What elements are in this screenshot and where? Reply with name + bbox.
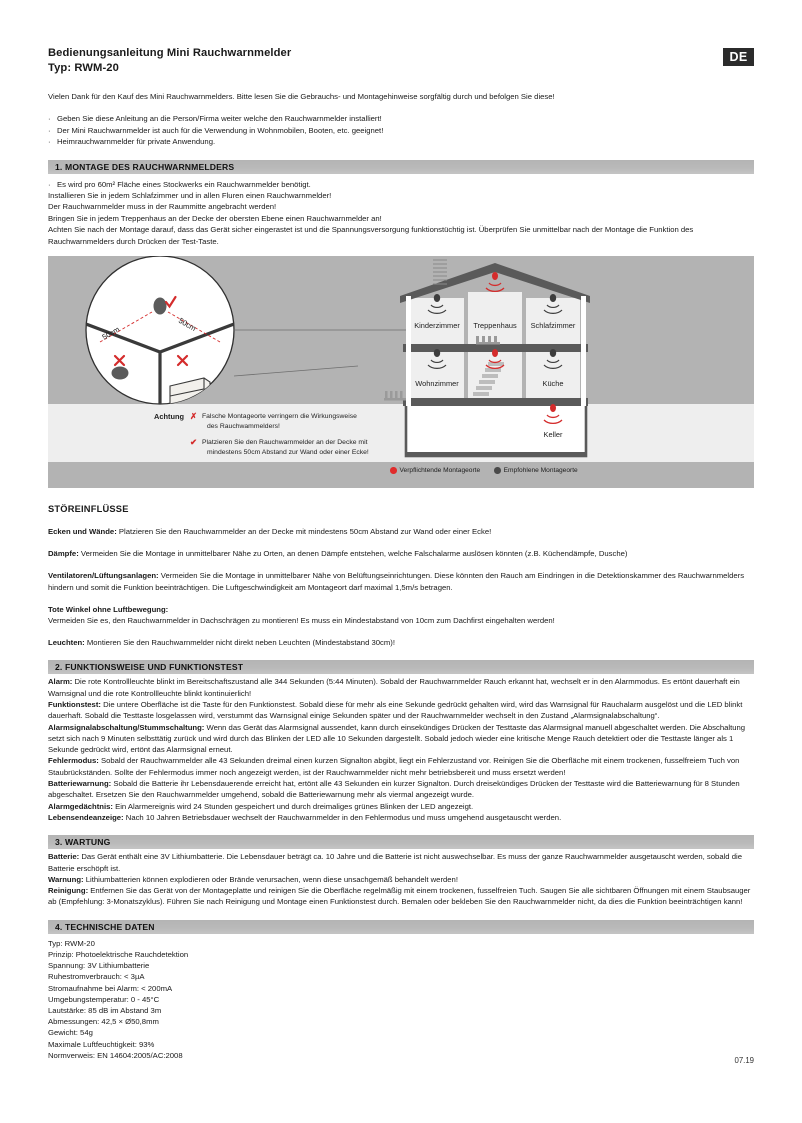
- stoer-term: Ventilatoren/Lüftungsanlagen:: [48, 571, 159, 581]
- fn-term: Funktionstest:: [48, 699, 101, 709]
- stoer-term: Tote Winkel ohne Luftbewegung:: [48, 604, 169, 614]
- bullet-dot: ·: [48, 137, 51, 146]
- legend-item-mandatory: [390, 467, 480, 474]
- page-content: [48, 46, 754, 1061]
- wartung-text: Lithiumbatterien können explodieren oder Brände verursachen, wenn diese unsachgemäß behandelt werden!: [83, 874, 458, 884]
- fn-text: Ein Alarmereignis wird 24 Stunden gespeichert und durch dreimaliges grünes Blinken der LED angezeigt.: [112, 801, 474, 811]
- room-label-wohnzimmer: Wohnzimmer: [415, 378, 459, 388]
- technical-data-list: [48, 938, 754, 1061]
- fn-text: Nach 10 Jahren Betriebsdauer wechselt der Rauchwarnmelder in den Fehlermodus und muss umgehend ausgetauscht werden.: [123, 812, 562, 822]
- list-item-label: Es wird pro 60m² Fläche eines Stockwerks ein Rauchwarnmelder benötigt.: [57, 179, 311, 189]
- stoer-item: [48, 526, 754, 537]
- section-heading-2: 2. FUNKTIONSWEISE UND FUNKTIONSTEST: [48, 660, 754, 674]
- cross-icon: ✗: [190, 410, 198, 421]
- fn-term: Alarmgedächtnis:: [48, 801, 113, 811]
- fn-term: Lebensendeanzeige:: [48, 812, 124, 822]
- tech-row: Ruhestromverbrauch: < 3µA: [48, 972, 145, 982]
- stoer-term: Dämpfe:: [48, 549, 79, 559]
- wartung-term: Warnung:: [48, 874, 84, 884]
- stoer-text: Platzieren Sie den Rauchwarnmelder an der Decke mit mindestens 50cm Abstand zur Wand oder einer Ecke!: [116, 526, 492, 536]
- section-2-body: [48, 676, 754, 823]
- mount-line: Installieren Sie in jedem Schlafzimmer und in allen Fluren einen Rauchwarnmelder!: [48, 190, 332, 200]
- list-item: [48, 179, 754, 190]
- stoer-item: [48, 570, 754, 592]
- document-header: [48, 46, 754, 75]
- intro-paragraph: Vielen Dank für den Kauf des Mini Rauchwarnmelders. Bitte lesen Sie die Gebrauchs- und Montagehinweise sorgfältig durch und befolgen Sie diese!: [48, 92, 555, 101]
- fn-item: [48, 699, 754, 722]
- room-label-kinderzimmer: Kinderzimmer: [414, 320, 460, 330]
- tech-row: Gewicht: 54g: [48, 1028, 93, 1038]
- room-label-schlafzimmer: Schlafzimmer: [530, 320, 576, 330]
- fn-text: Die rote Kontrollleuchte blinkt im Bereitschaftszustand alle 344 Sekunden (5:44 Minuten). Sobald der Rauchwarnmelder Rauch erkannt hat, wechselt er in den Alarmmodus. Es ertönt dauerhaft ein Warnsignal und die rote Kontrollleuchte blinkt kontinuierlich!: [48, 677, 740, 698]
- attention-wrong-line1: Falsche Montageorte verringern die Wirkungsweise: [202, 412, 357, 420]
- fn-text: Wenn das Gerät das Alarmsignal aussendet, kann durch einsekündiges Drücken der Testtaste das Alarmsignal manuell abgeschaltet werden. Die Abschaltung setzt sich nach 9 Minuten selbsttätig zurück und wird durch das Blinken der LED alle 10 Sekunden dargestellt. Sobald jedoch wieder eine kritische Menge Rauch detektiert oder die Testtaste länger als 1 Sekunde gedrückt wird, ertönt das Alarmsignal erneut.: [48, 722, 746, 755]
- mounting-diagram: [48, 256, 754, 488]
- room-label-treppenhaus: Treppenhaus: [473, 320, 517, 330]
- tech-row: Typ: RWM-20: [48, 938, 95, 948]
- stoer-item: [48, 637, 754, 648]
- list-item-label: Heimrauchwarnmelder für private Anwendung.: [57, 137, 216, 146]
- stoer-term: Leuchten:: [48, 638, 85, 648]
- list-item: [48, 113, 754, 125]
- stoer-term: Ecken und Wände:: [48, 526, 117, 536]
- stoer-text: Montieren Sie den Rauchwarnmelder nicht direkt neben Leuchten (Mindestabstand 30cm)!: [84, 638, 395, 648]
- distance-label-right: 50cm: [177, 315, 198, 333]
- tech-row: Abmessungen: 42,5 × Ø50,8mm: [48, 1017, 159, 1027]
- legend-label-recommended: Empfohlene Montageorte: [503, 466, 578, 474]
- attention-row-wrong: [130, 412, 460, 431]
- wartung-item: [48, 851, 754, 874]
- fn-text: Sobald der Rauchwarnmelder alle 43 Sekunden dreimal einen kurzen Signalton abgibt, liegt ein Fehlerzustand vor. Reinigen Sie die Oberfläche mit einem trockenen, fusselfreiem Tuch von Staubrückständen. Sollte der Fehlermodus immer noch angezeigt werden, ist der Rauchwarnmelder nicht mehr betriebsbereit und muss ersetzt werden!: [48, 756, 740, 777]
- stoereinfluesse-list: [48, 526, 754, 648]
- fn-item: [48, 755, 754, 778]
- page-subtitle: Typ: RWM-20: [48, 61, 119, 74]
- tech-row: Prinzip: Photoelektrische Rauchdetektion: [48, 949, 189, 959]
- attention-wrong-line2: des Rauchwammelders!: [207, 422, 280, 430]
- mount-line: Der Rauchwarnmelder muss in der Raummitte angebracht werden!: [48, 202, 277, 212]
- wartung-term: Reinigung:: [48, 886, 89, 896]
- language-badge: DE: [723, 48, 754, 66]
- list-item: [48, 136, 754, 148]
- mount-line: Achten Sie nach der Montage darauf, dass das Gerät sicher eingerastet ist und die Spannungsversorgung funktionstüchtig ist. Überprüfen Sie unmittelbar nach der Montage die Funktion des Rauchwarnmelders durch Drücken der Test-Taste.: [48, 225, 694, 246]
- attention-label: Achtung: [154, 411, 184, 421]
- attention-right-line1: Platzieren Sie den Rauchwarnmelder an der Decke mit: [202, 439, 368, 447]
- attention-wrong-text: [202, 412, 460, 431]
- fn-term: Fehlermodus:: [48, 756, 99, 766]
- fn-term: Batteriewarnung:: [48, 779, 112, 789]
- stoer-item: [48, 604, 754, 626]
- wartung-item: [48, 874, 754, 885]
- bullet-dot: ·: [48, 114, 51, 123]
- document-date: 07.19: [734, 1056, 754, 1065]
- fn-term: Alarm:: [48, 677, 73, 687]
- check-icon: ✔: [190, 437, 198, 448]
- intro-bullet-list: [48, 113, 754, 148]
- mount-line: Bringen Sie in jedem Treppenhaus an der Decke der obersten Ebene einen Rauchwarnmelder an!: [48, 213, 382, 223]
- tech-row: Spannung: 3V Lithiumbatterie: [48, 961, 150, 971]
- diagram-legend: [390, 467, 592, 474]
- section-heading-1: 1. MONTAGE DES RAUCHWARNMELDERS: [48, 160, 754, 174]
- fn-item: [48, 801, 754, 812]
- wartung-text: Das Gerät enthält eine 3V Lithiumbatterie. Die Lebensdauer beträgt ca. 10 Jahre und die Batterie ist nicht auswechselbar. Es muss der ganze Rauchwarnmelder ausgetauscht werden, sobald die Batterie erschöpft ist.: [48, 852, 742, 873]
- attention-right-line2: mindestens 50cm Abstand zur Wand oder einer Ecke!: [207, 448, 369, 456]
- attention-right-text: [202, 438, 460, 457]
- attention-row-right: [130, 438, 460, 457]
- tech-row: Lautstärke: 85 dB im Abstand 3m: [48, 1005, 162, 1015]
- tech-row: Normverweis: EN 14604:2005/AC:2008: [48, 1050, 183, 1060]
- fn-term: Alarmsignalabschaltung/Stummschaltung:: [48, 722, 205, 732]
- distance-label-left: 50cm: [100, 324, 122, 342]
- list-item: [48, 125, 754, 137]
- fn-text: Sobald die Batterie ihr Lebensdauerende erreicht hat, ertönt alle 43 Sekunden ein kurzer Signalton. Durch dreisekündiges Drücken der Testtaste wird die Batteriewarnung für 8 Stunden abgeschaltet. Ersetzen Sie den Rauchwarnmelder umgehend, sobald die Batteriewarnung mehr als viermal angezeigt wurde.: [48, 779, 740, 800]
- fn-item: [48, 676, 754, 699]
- section-heading-4: 4. TECHNISCHE DATEN: [48, 920, 754, 934]
- tech-row: Stromaufnahme bei Alarm: < 200mA: [48, 983, 173, 993]
- room-label-keller: Keller: [543, 429, 563, 439]
- list-item-label: Der Mini Rauchwarnmelder ist auch für die Verwendung in Wohnmobilen, Booten, etc. geeignet!: [57, 125, 384, 135]
- room-label-kueche: Küche: [542, 378, 564, 388]
- stoer-item: [48, 548, 754, 559]
- tech-row: Maximale Luftfeuchtigkeit: 93%: [48, 1039, 155, 1049]
- section-1-body: [48, 179, 754, 247]
- legend-swatch-recommended: [494, 467, 501, 474]
- legend-item-recommended: [494, 467, 578, 474]
- stoereinfluesse-heading: STÖREINFLÜSSE: [48, 503, 129, 514]
- section-3-body: [48, 851, 754, 907]
- tech-row: Umgebungstemperatur: 0 - 45°C: [48, 994, 160, 1004]
- bullet-dot: ·: [48, 125, 51, 135]
- bullet-dot: ·: [48, 179, 51, 189]
- list-item-label: Geben Sie diese Anleitung an die Person/Firma weiter welche den Rauchwarnmelder installiert!: [57, 114, 382, 123]
- page-title: Bedienungsanleitung Mini Rauchwarnmelder: [48, 47, 292, 59]
- section-heading-3: 3. WARTUNG: [48, 835, 754, 849]
- stoer-text: Vermeiden Sie es, den Rauchwarnmelder in Dachschrägen zu montieren! Es muss ein Mindestabstand von 10cm zum Dachfirst eingehalten werden!: [48, 615, 555, 625]
- fn-item: [48, 812, 754, 823]
- legend-swatch-mandatory: [390, 467, 397, 474]
- stoer-text: Vermeiden Sie die Montage in unmittelbarer Nähe zu Orten, an denen Dämpfe entstehen, welche Falschalarme auslösen könnten (z.B. Küchendämpfe, Dusche): [78, 549, 628, 559]
- fn-text: Die untere Oberfläche ist die Taste für den Funktionstest. Sobald diese für mehr als eine Sekunde gedrückt gehalten wird, wird das Warnsignal für Rauchalarm ausgelöst und die LED blinkt dauerhaft. Sobald die Testtaste losgelassen wird, verstummt das Warnsignal einige Sekunden später und der Rauchwarnmelder wechselt in den Zustand „Alarmsignalabschaltung“.: [48, 699, 743, 721]
- legend-label-mandatory: Verpflichtende Montageorte: [399, 466, 481, 474]
- fn-item: [48, 778, 754, 801]
- wartung-item: [48, 885, 754, 908]
- stoer-text: Vermeiden Sie die Montage in unmittelbarer Nähe von Belüftungseinrichtungen. Diese könnten den Rauch am Eindringen in die Detektionskammer des Rauchwarnmelders hindern und somit die Funktion beeinträchtigen. Die Luftgeschwindigkeit am Montageort darf maximal 1,5m/s betragen.: [48, 571, 745, 592]
- fn-item: [48, 722, 754, 756]
- wartung-term: Batterie:: [48, 852, 80, 862]
- attention-note: [130, 412, 460, 457]
- wartung-text: Entfernen Sie das Gerät von der Montageplatte und reinigen Sie die Oberfläche regelmäßig mit einem trockenen, fusselfreien Tuch. Saugen Sie alle sichtbaren Öffnungen mit einem Staubsauger ab (Empfehlung: 3-Monatszyklus). Führen Sie nach Reinigung und Montage einen Funktionstest durch. Bemalen oder bekleben Sie den Rauchwarnmelder nicht, da dies die Funktion beeinträchtigen kann!: [48, 886, 751, 907]
